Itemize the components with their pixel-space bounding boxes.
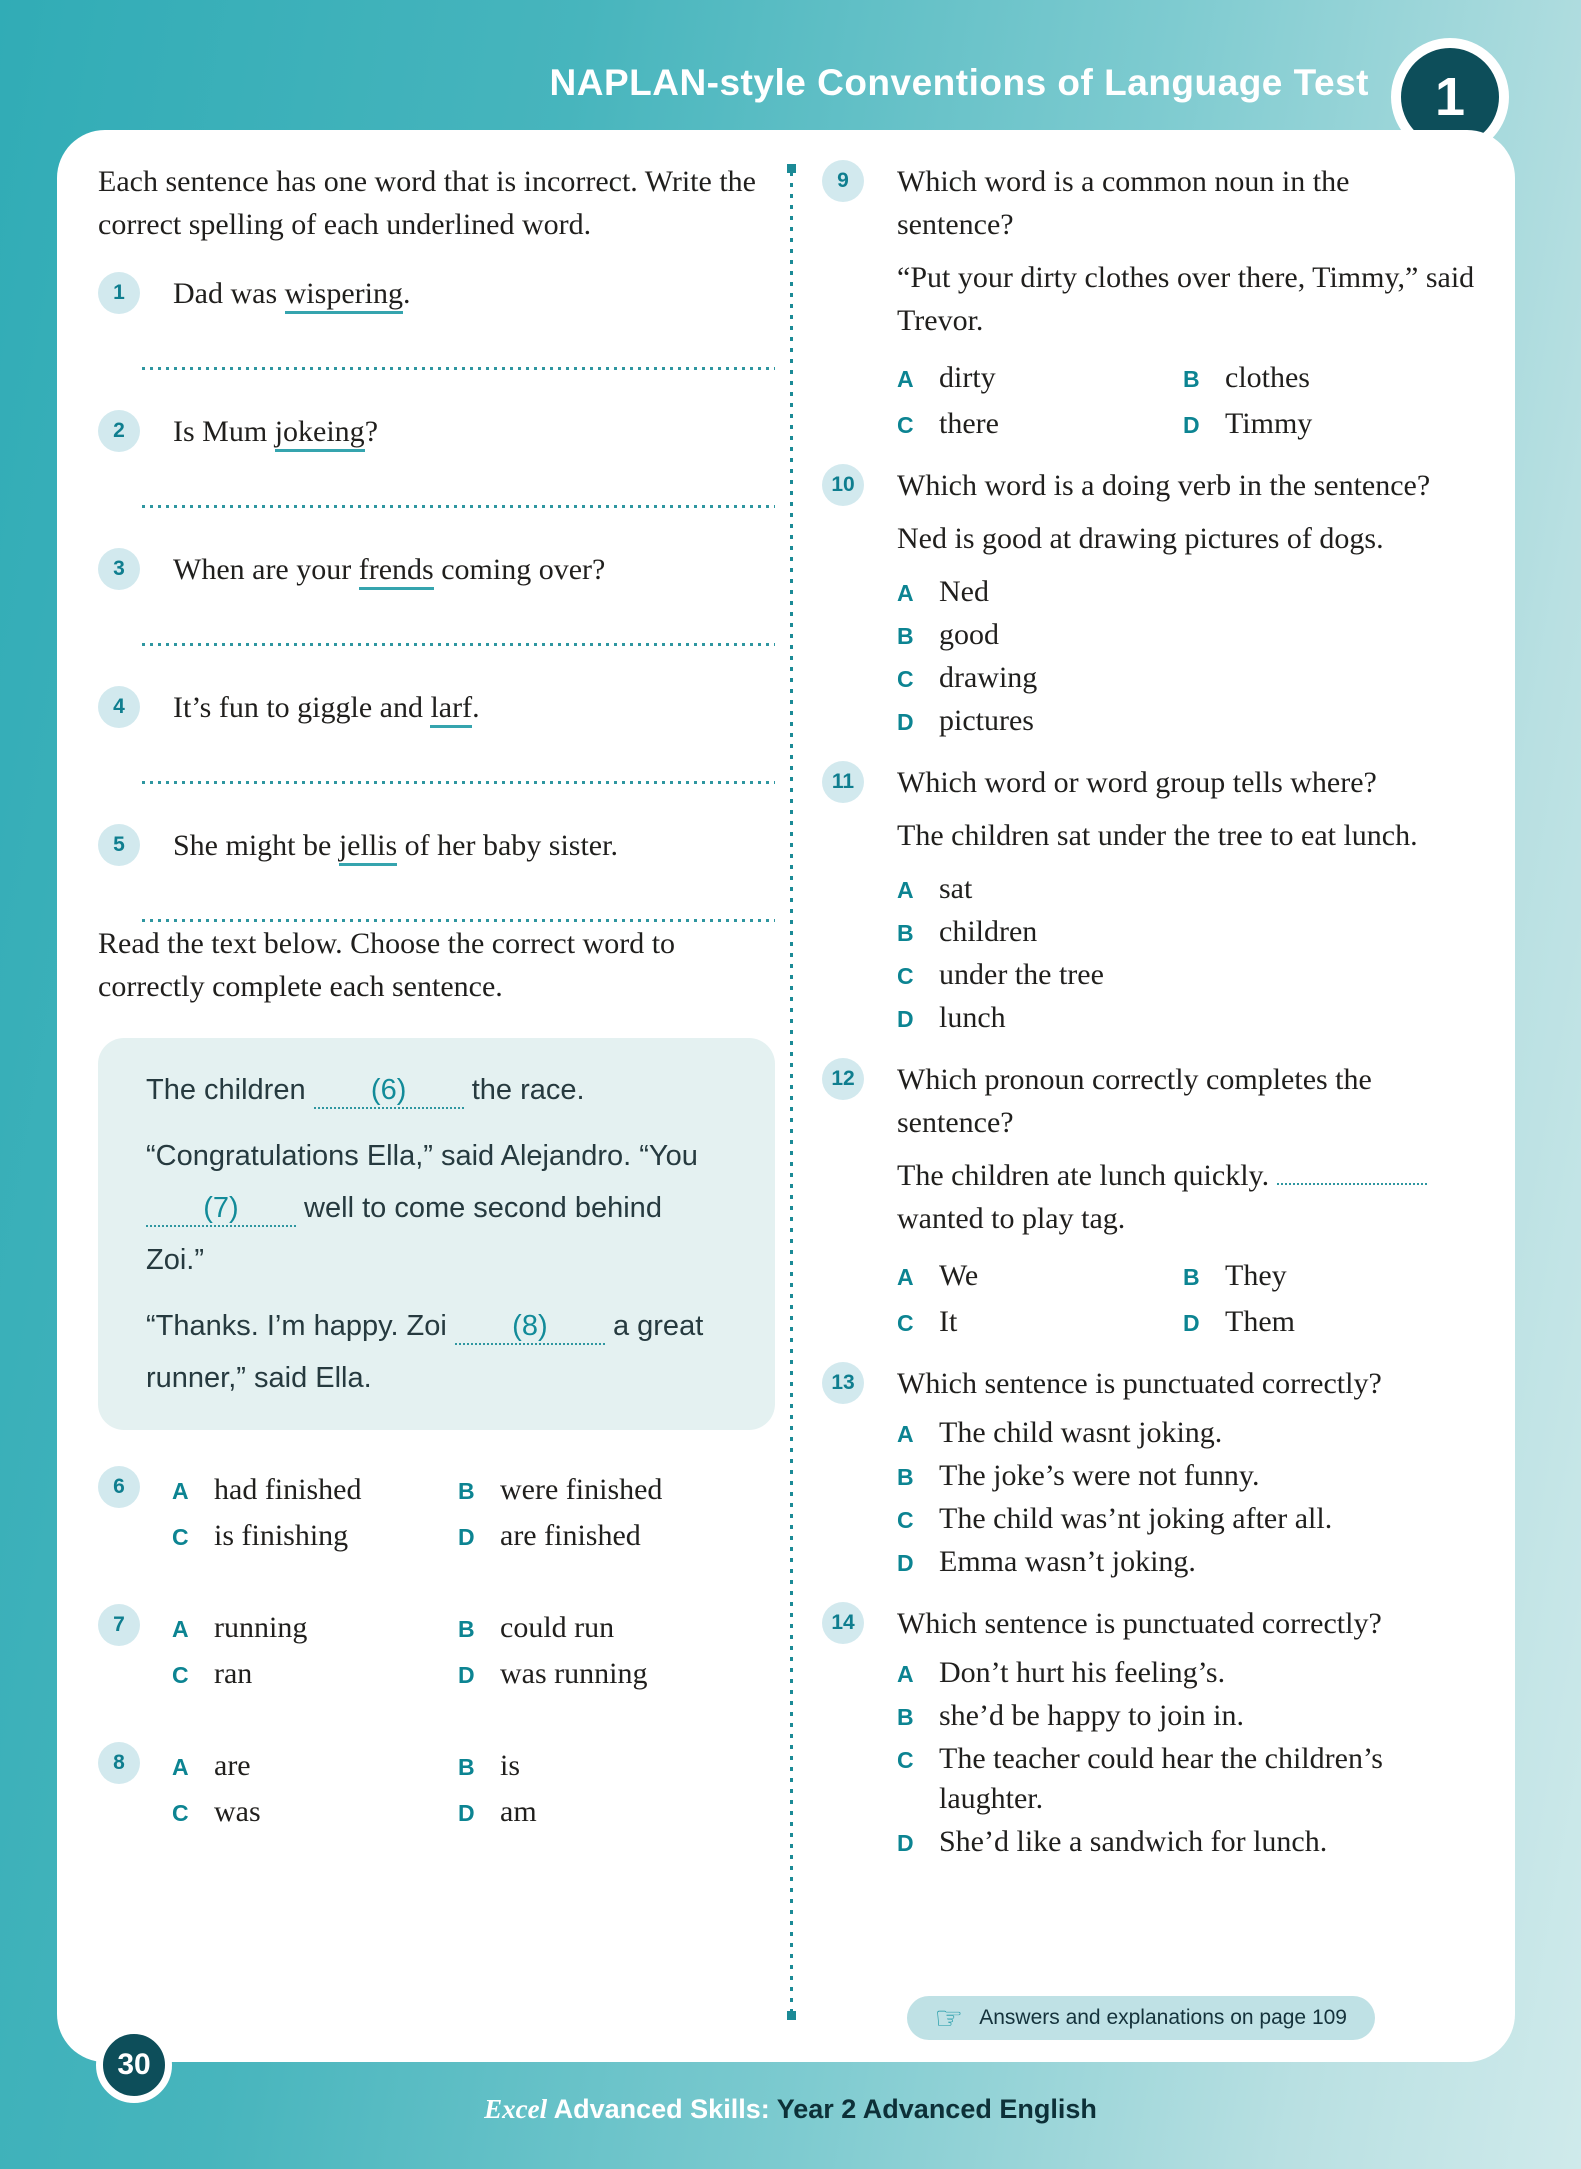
option-a[interactable] xyxy=(897,1653,1482,1693)
option-letter: B xyxy=(1183,366,1200,392)
option-text: ran xyxy=(214,1657,253,1690)
series-name: Excel xyxy=(484,2094,548,2124)
book-name: Year 2 Advanced English xyxy=(776,2094,1097,2124)
option-letter: B xyxy=(897,1464,914,1490)
stimulus-text: The children ate lunch quickly. xyxy=(897,1159,1277,1192)
question-number: 6 xyxy=(98,1466,140,1508)
option-text: could run xyxy=(500,1611,615,1644)
question-prompt: Which sentence is punctuated correctly? xyxy=(897,1607,1382,1640)
option-letter: A xyxy=(172,1478,189,1504)
page-title: NAPLAN-style Conventions of Language Test xyxy=(549,62,1369,103)
column-divider xyxy=(790,172,793,2012)
question-7 xyxy=(98,1604,775,1694)
underlined-word: frends xyxy=(359,553,434,590)
option-c[interactable] xyxy=(897,658,1482,698)
option-letter: D xyxy=(897,1550,914,1576)
question-number: 8 xyxy=(98,1742,140,1784)
option-letter: D xyxy=(458,1524,475,1550)
option-c[interactable] xyxy=(897,1499,1482,1539)
question-sentence xyxy=(173,824,618,867)
cloze-line-3 xyxy=(146,1300,727,1404)
question-number: 7 xyxy=(98,1604,140,1646)
question-6 xyxy=(98,1466,775,1556)
cloze-text: the race. xyxy=(463,1074,585,1106)
option-b[interactable] xyxy=(897,1456,1482,1496)
question-14 xyxy=(822,1602,1482,1862)
option-text: am xyxy=(500,1795,537,1828)
question-prompt: Which word is a common noun in the sentence? xyxy=(897,165,1350,241)
right-column xyxy=(822,160,1482,1862)
option-d[interactable] xyxy=(897,1542,1482,1582)
question-stimulus: The children sat under the tree to eat lunch. xyxy=(897,819,1418,852)
answer-write-line[interactable] xyxy=(142,781,775,784)
option-text: children xyxy=(939,915,1038,948)
option-letter: B xyxy=(1183,1264,1200,1290)
option-c[interactable] xyxy=(897,955,1482,995)
option-d[interactable] xyxy=(897,701,1482,741)
test-number-badge: 1 xyxy=(1391,38,1509,156)
option-text: there xyxy=(939,407,999,440)
option-b[interactable] xyxy=(458,1470,775,1510)
sentence-text: Dad was xyxy=(173,277,285,310)
option-letter: D xyxy=(458,1662,475,1688)
cloze-line-2 xyxy=(146,1130,727,1286)
option-text: She’d like a sandwich for lunch. xyxy=(939,1825,1328,1858)
option-text: had finished xyxy=(214,1473,362,1506)
option-a[interactable] xyxy=(172,1746,458,1786)
page-number-badge: 30 xyxy=(96,2027,172,2103)
option-text: were finished xyxy=(500,1473,663,1506)
answers-reference-badge xyxy=(907,1996,1375,2040)
option-d[interactable] xyxy=(897,1822,1482,1862)
question-number: 13 xyxy=(822,1362,864,1404)
option-a[interactable] xyxy=(897,1256,1183,1296)
option-text: under the tree xyxy=(939,958,1104,991)
option-letter: D xyxy=(897,1830,914,1856)
option-a[interactable] xyxy=(897,869,1482,909)
option-letter: D xyxy=(897,1006,914,1032)
option-letter: D xyxy=(458,1800,475,1826)
option-letter: C xyxy=(897,666,914,692)
cloze-blank-7[interactable] xyxy=(146,1192,296,1227)
question-number: 3 xyxy=(98,548,140,590)
answer-write-line[interactable] xyxy=(142,505,775,508)
option-letter: C xyxy=(897,412,914,438)
option-text: lunch xyxy=(939,1001,1006,1034)
option-letter: C xyxy=(897,1507,914,1533)
option-letter: B xyxy=(458,1616,475,1642)
option-letter: C xyxy=(897,1310,914,1336)
blank-label: (8) xyxy=(512,1310,548,1342)
answer-write-line[interactable] xyxy=(142,367,775,370)
option-text: It xyxy=(939,1305,958,1338)
sentence-text: ? xyxy=(364,415,379,448)
option-letter: B xyxy=(897,920,914,946)
option-text: The child was’nt joking after all. xyxy=(939,1502,1333,1535)
option-letter: A xyxy=(897,1264,914,1290)
cloze-blank-6[interactable] xyxy=(314,1074,464,1109)
option-b[interactable] xyxy=(1183,1256,1482,1296)
cloze-instruction: Read the text below. Choose the correct word to correctly complete each sentence. xyxy=(98,927,676,1003)
option-a[interactable] xyxy=(897,1413,1482,1453)
option-d[interactable] xyxy=(458,1792,775,1832)
option-letter: B xyxy=(897,623,914,649)
underlined-word: wispering xyxy=(285,277,403,314)
sentence-text: . xyxy=(402,277,411,310)
option-text: clothes xyxy=(1225,361,1310,394)
option-letter: C xyxy=(172,1662,189,1688)
option-text: Emma wasn’t joking. xyxy=(939,1545,1196,1578)
option-letter: D xyxy=(1183,1310,1200,1336)
option-b[interactable] xyxy=(897,615,1482,655)
question-number: 1 xyxy=(98,272,140,314)
question-number: 9 xyxy=(822,160,864,202)
cloze-blank-8[interactable] xyxy=(455,1310,605,1345)
footer-book-title xyxy=(0,2094,1581,2125)
question-1 xyxy=(98,272,775,370)
option-letter: D xyxy=(1183,412,1200,438)
option-text: was running xyxy=(500,1657,648,1690)
option-letter: C xyxy=(897,1747,914,1773)
cloze-text: The children xyxy=(146,1074,314,1106)
stimulus-text: wanted to play tag. xyxy=(897,1202,1126,1235)
option-c[interactable] xyxy=(172,1792,458,1832)
option-text: Timmy xyxy=(1225,407,1313,440)
question-3 xyxy=(98,548,775,646)
option-a[interactable] xyxy=(172,1608,458,1648)
question-4 xyxy=(98,686,775,784)
option-c[interactable] xyxy=(897,404,1183,444)
option-letter: A xyxy=(897,366,914,392)
question-stimulus: “Put your dirty clothes over there, Timmy,” said Trevor. xyxy=(897,261,1475,337)
option-text: dirty xyxy=(939,361,996,394)
blank-label: (6) xyxy=(370,1074,407,1106)
option-text: is finishing xyxy=(214,1519,349,1552)
option-b[interactable] xyxy=(897,1696,1482,1736)
question-9 xyxy=(822,160,1482,444)
option-letter: D xyxy=(897,709,914,735)
series-subtitle: Advanced Skills: xyxy=(547,2094,777,2124)
question-2 xyxy=(98,410,775,508)
left-column xyxy=(98,160,775,1832)
option-d[interactable] xyxy=(1183,1302,1482,1342)
option-text: We xyxy=(939,1259,979,1292)
option-c[interactable] xyxy=(897,1302,1183,1342)
option-text: Ned xyxy=(939,575,989,608)
option-text: good xyxy=(939,618,999,651)
sentence-text: It’s fun to giggle and xyxy=(173,691,431,724)
cloze-text: “Thanks. I’m happy. Zoi xyxy=(146,1310,455,1342)
pointing-hand-icon: ☞ xyxy=(934,2000,964,2036)
question-sentence xyxy=(173,548,605,591)
spelling-instruction: Each sentence has one word that is incorrect. Write the correct spelling of each underlined word. xyxy=(98,165,756,241)
question-number: 12 xyxy=(822,1058,864,1100)
cloze-line-1 xyxy=(146,1064,727,1116)
question-number: 5 xyxy=(98,824,140,866)
underlined-word: jellis xyxy=(339,829,397,866)
option-d[interactable] xyxy=(458,1516,775,1556)
question-12 xyxy=(822,1058,1482,1342)
option-b[interactable] xyxy=(458,1608,775,1648)
sentence-text: Is Mum xyxy=(173,415,275,448)
underlined-word: larf xyxy=(430,691,472,728)
sentence-text: of her baby sister. xyxy=(397,829,618,862)
option-letter: B xyxy=(897,1704,914,1730)
option-text: she’d be happy to join in. xyxy=(939,1699,1244,1732)
question-5 xyxy=(98,824,775,922)
question-stimulus: Ned is good at drawing pictures of dogs. xyxy=(897,522,1384,555)
question-prompt: Which word or word group tells where? xyxy=(897,766,1377,799)
question-prompt: Which sentence is punctuated correctly? xyxy=(897,1367,1382,1400)
answer-write-line[interactable] xyxy=(142,643,775,646)
option-text: The teacher could hear the children’s laughter. xyxy=(939,1742,1383,1815)
option-c[interactable] xyxy=(172,1654,458,1694)
underlined-word: jokeing xyxy=(275,415,365,452)
option-letter: A xyxy=(897,1661,914,1687)
option-text: The child wasnt joking. xyxy=(939,1416,1223,1449)
question-number: 11 xyxy=(822,761,864,803)
option-d[interactable] xyxy=(1183,404,1482,444)
sentence-text: . xyxy=(472,691,480,724)
question-prompt: Which pronoun correctly completes the sentence? xyxy=(897,1063,1372,1139)
option-d[interactable] xyxy=(897,998,1482,1038)
option-text: is xyxy=(500,1749,521,1782)
option-text: are finished xyxy=(500,1519,641,1552)
option-a[interactable] xyxy=(897,572,1482,612)
option-letter: A xyxy=(172,1754,189,1780)
option-text: are xyxy=(214,1749,251,1782)
option-text: drawing xyxy=(939,661,1038,694)
sentence-text: She might be xyxy=(173,829,339,862)
question-number: 2 xyxy=(98,410,140,452)
question-sentence xyxy=(173,410,378,453)
answers-note: Answers and explanations on page 109 xyxy=(979,2006,1347,2029)
option-letter: A xyxy=(897,580,914,606)
cloze-box xyxy=(98,1038,775,1430)
option-d[interactable] xyxy=(458,1654,775,1694)
question-11 xyxy=(822,761,1482,1038)
cloze-text: “Congratulations Ella,” said Alejandro. “You xyxy=(146,1140,698,1172)
question-sentence xyxy=(173,272,410,315)
blank-label: (7) xyxy=(203,1192,239,1224)
option-a[interactable] xyxy=(897,358,1183,398)
question-8 xyxy=(98,1742,775,1832)
option-text: pictures xyxy=(939,704,1034,737)
content-card xyxy=(57,130,1515,2062)
option-text: sat xyxy=(939,872,973,905)
option-letter: C xyxy=(172,1800,189,1826)
option-c[interactable] xyxy=(897,1739,1482,1819)
option-text: was xyxy=(214,1795,261,1828)
question-stimulus xyxy=(897,1154,1482,1240)
option-text: Don’t hurt his feeling’s. xyxy=(939,1656,1226,1689)
option-b[interactable] xyxy=(1183,358,1482,398)
cloze-text: well to come second behind Zoi.” xyxy=(146,1192,662,1276)
option-c[interactable] xyxy=(172,1516,458,1556)
option-b[interactable] xyxy=(897,912,1482,952)
sentence-text: coming over? xyxy=(433,553,606,586)
question-number: 4 xyxy=(98,686,140,728)
option-letter: A xyxy=(172,1616,189,1642)
option-letter: A xyxy=(897,877,914,903)
question-13 xyxy=(822,1362,1482,1582)
option-letter: C xyxy=(897,963,914,989)
option-letter: B xyxy=(458,1754,475,1780)
question-number: 14 xyxy=(822,1602,864,1644)
question-number: 10 xyxy=(822,464,864,506)
option-text: Them xyxy=(1225,1305,1295,1338)
option-letter: B xyxy=(458,1478,475,1504)
option-letter: A xyxy=(897,1421,914,1447)
question-prompt: Which word is a doing verb in the sentence? xyxy=(897,469,1431,502)
option-text: running xyxy=(214,1611,308,1644)
option-b[interactable] xyxy=(458,1746,775,1786)
stimulus-blank[interactable] xyxy=(1277,1183,1427,1185)
question-sentence xyxy=(173,686,480,729)
option-text: They xyxy=(1225,1259,1287,1292)
option-letter: C xyxy=(172,1524,189,1550)
sentence-text: When are your xyxy=(173,553,359,586)
cloze-text: a great runner,” said Ella. xyxy=(146,1310,704,1394)
option-a[interactable] xyxy=(172,1470,458,1510)
question-10 xyxy=(822,464,1482,741)
option-text: The joke’s were not funny. xyxy=(939,1459,1260,1492)
